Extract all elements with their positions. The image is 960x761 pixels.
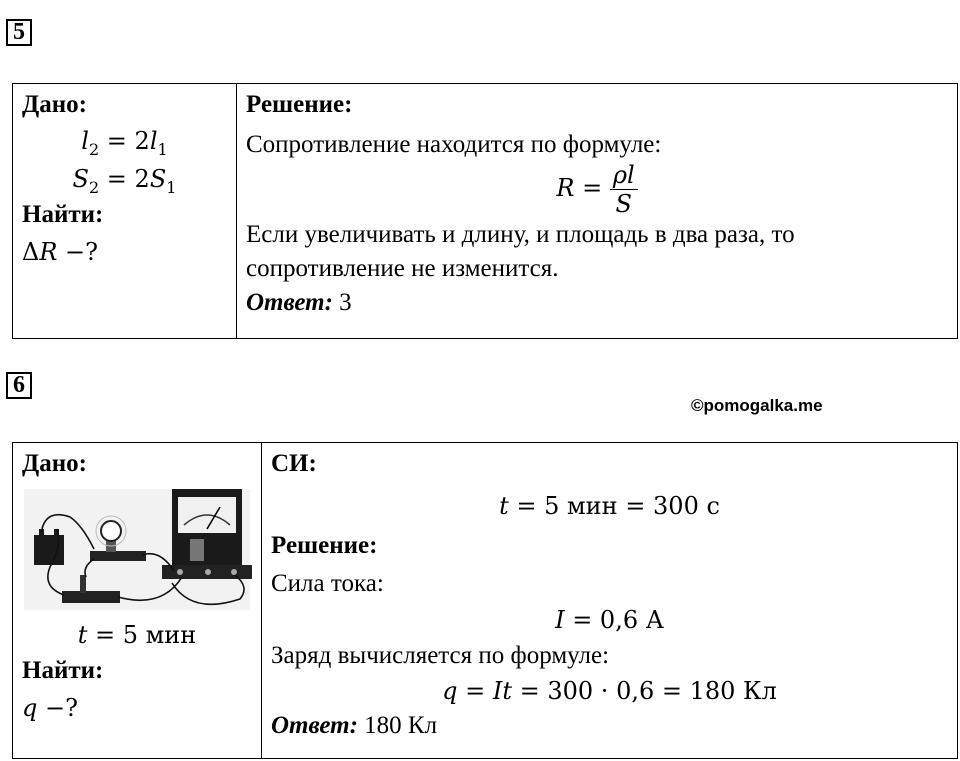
given-length: $l_2 = 2l_1$ xyxy=(81,127,168,159)
task-5-table xyxy=(12,83,958,339)
answer-value: 3 xyxy=(332,289,352,316)
given-label: Дано: xyxy=(22,91,87,118)
resistance-formula: R = $\frac{\rho l}{S}$ xyxy=(246,158,948,218)
find-label: Найти: xyxy=(22,201,104,228)
answer-label: Ответ: xyxy=(246,289,333,316)
task-6-table xyxy=(12,442,958,759)
current-label: Сила тока: xyxy=(271,570,384,597)
solution-text-1: Сопротивление находится по формуле: xyxy=(246,131,662,158)
si-conversion: t = 5 мин = 300 с xyxy=(499,492,720,520)
ammeter-icon xyxy=(162,489,252,579)
task-5-solution-cell xyxy=(237,84,958,339)
solution-label: Решение: xyxy=(246,91,353,118)
watermark: ©pomogalka.me xyxy=(691,396,823,415)
solution-label: Решение: xyxy=(271,532,378,559)
charge-label: Заряд вычисляется по формуле: xyxy=(271,642,610,669)
given-area: $S_2 = 2S_1$ xyxy=(72,165,177,197)
given-time: t = 5 мин xyxy=(77,621,197,649)
given-label: Дано: xyxy=(22,450,87,477)
charge-formula: q = It = 300 · 0,6 = 180 Кл xyxy=(442,677,777,705)
current-formula: I = 0,6 А xyxy=(555,606,664,634)
answer xyxy=(271,709,948,743)
circuit-illustration xyxy=(22,487,252,612)
si-label: СИ: xyxy=(271,450,317,477)
find-item: q −? xyxy=(22,694,78,722)
solution-text-2: Если увеличивать и длину, и площадь в два раза, то xyxy=(246,221,795,248)
task-5-number: 5 xyxy=(6,19,32,46)
task-6-number: 6 xyxy=(6,372,32,399)
find-label: Найти: xyxy=(22,657,104,684)
task-5-given-cell xyxy=(13,84,237,339)
task-6-solution-cell xyxy=(262,443,958,759)
answer-value: 180 Кл xyxy=(357,712,438,739)
answer xyxy=(246,286,948,320)
find-item: ΔR −? xyxy=(22,238,99,266)
answer-label: Ответ: xyxy=(271,712,358,739)
task-6-given-cell xyxy=(13,443,262,759)
solution-text-3: сопротивление не изменится. xyxy=(246,255,559,282)
